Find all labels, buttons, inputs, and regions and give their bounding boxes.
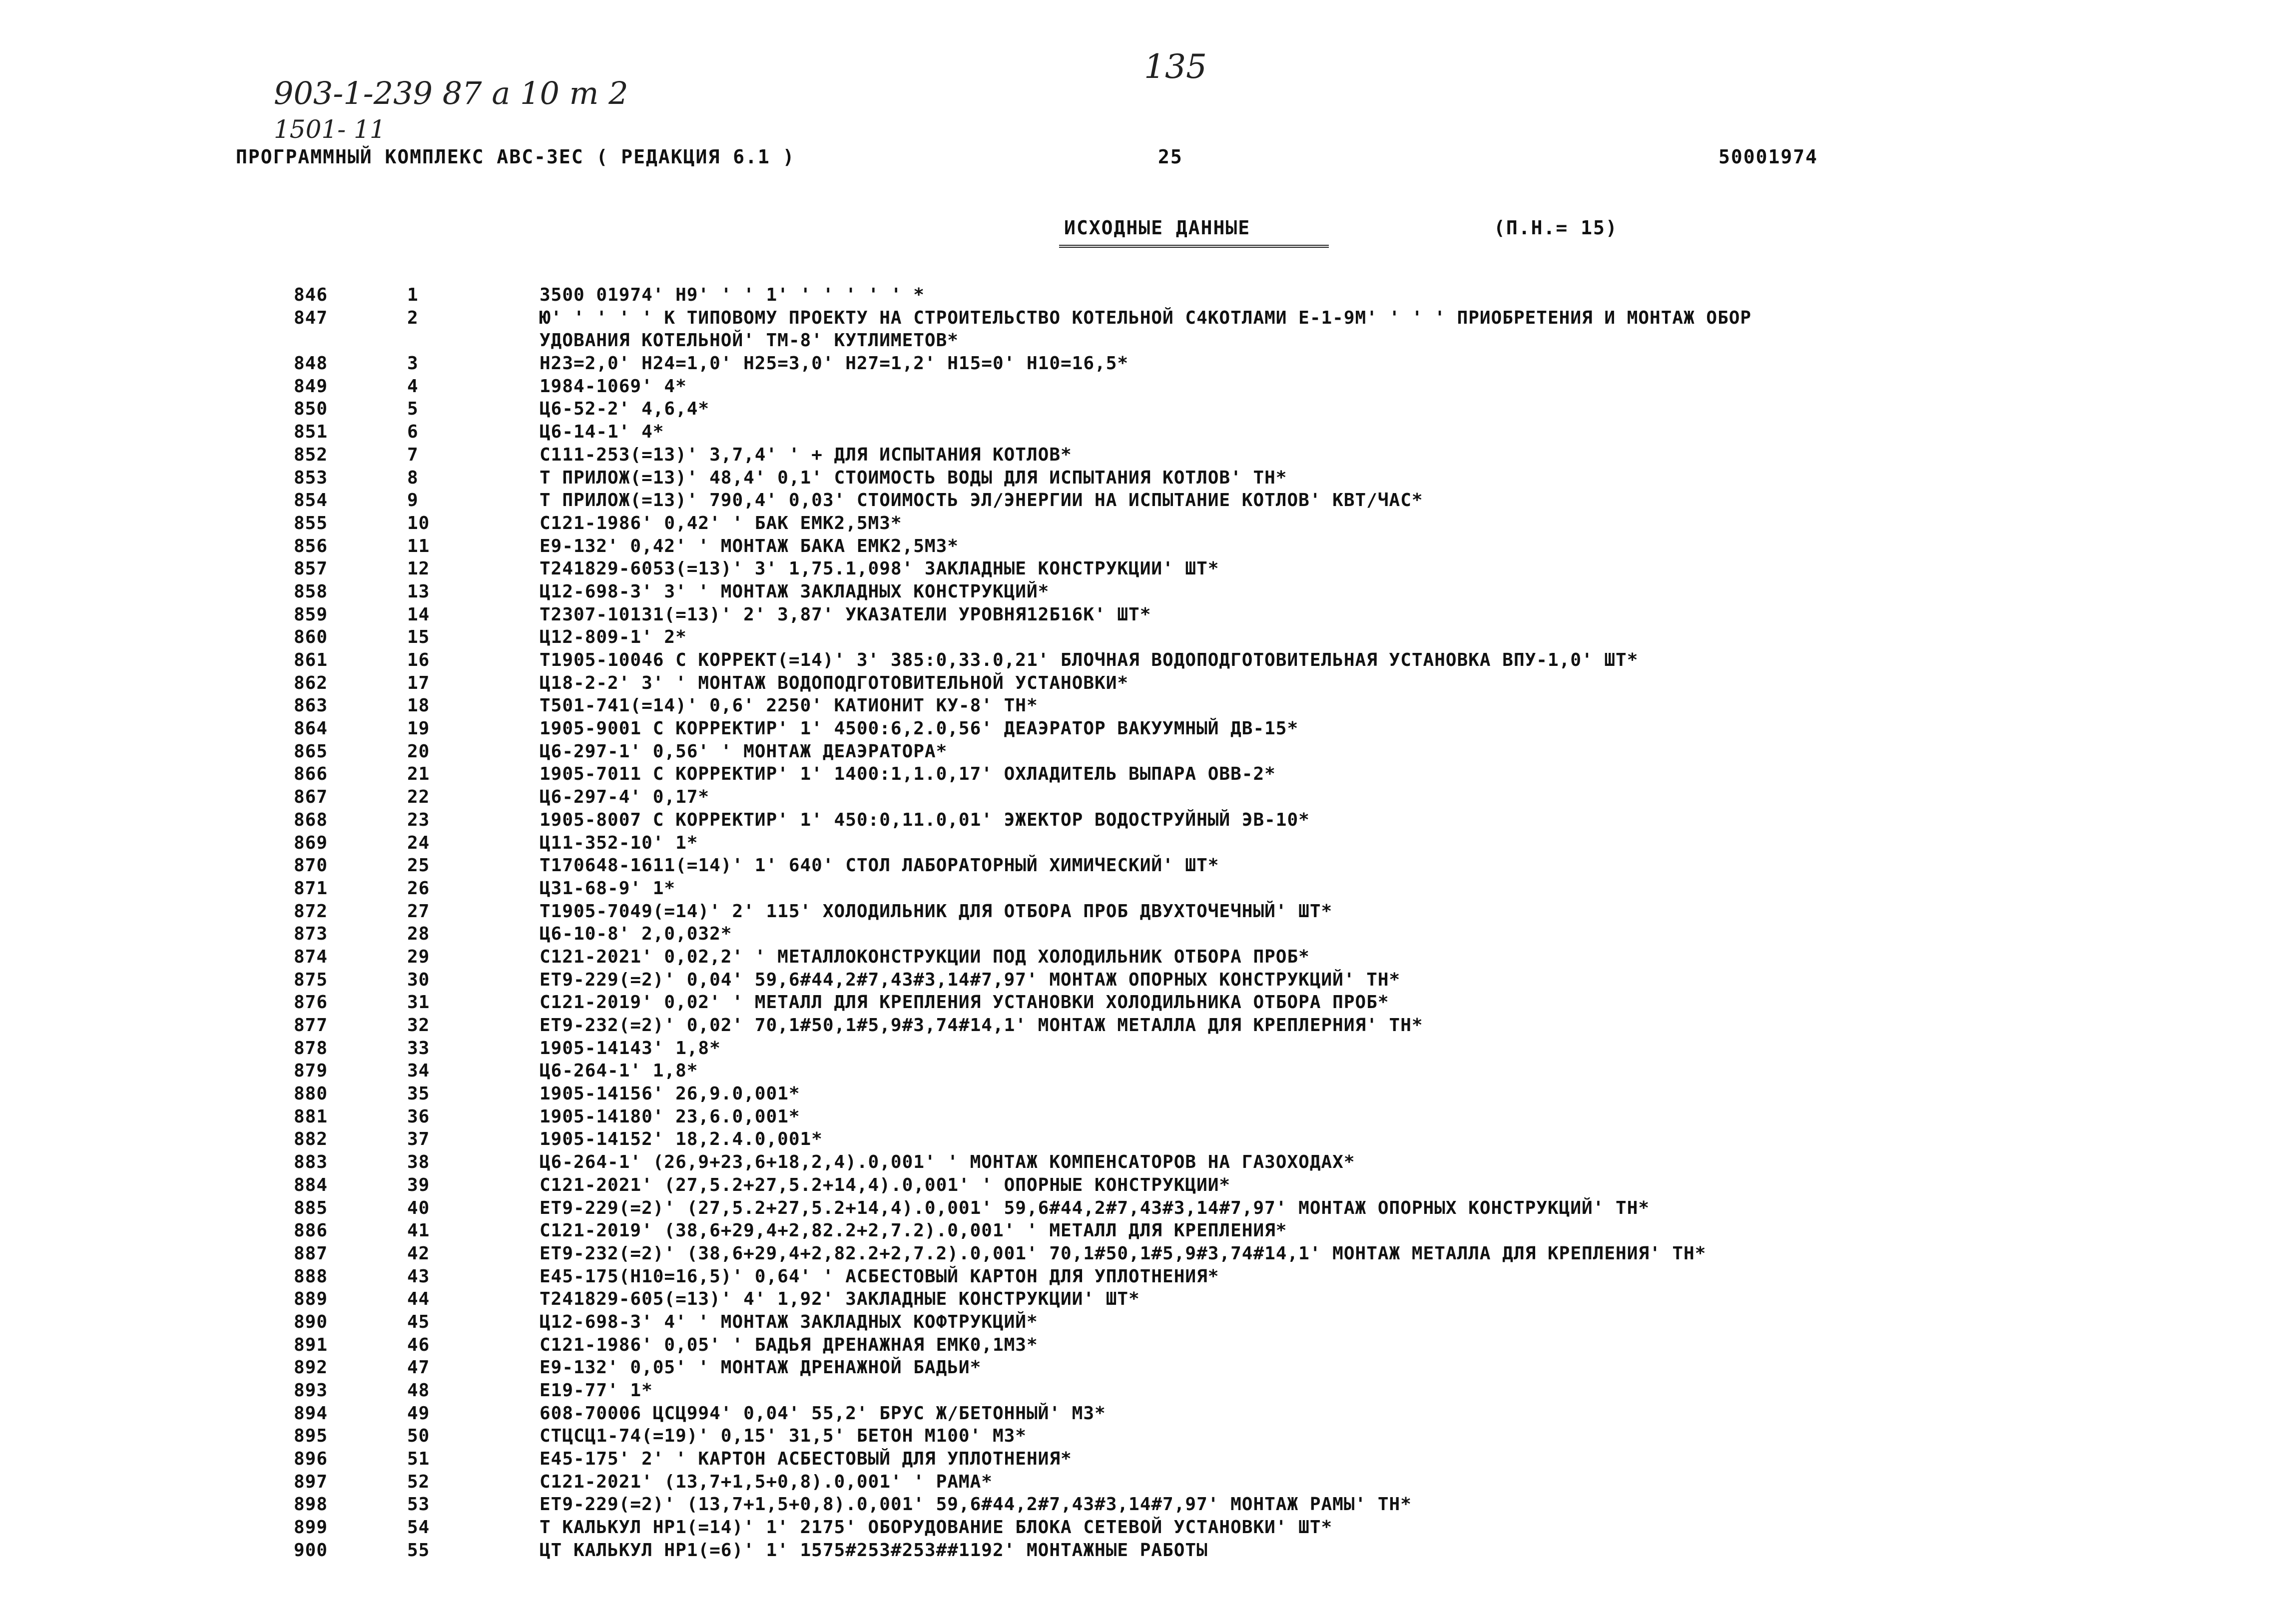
statement-number: 27 <box>407 901 430 922</box>
statement-text: ЕТ9-232(=2)' 0,02' 70,1#50,1#5,9#3,74#14,1' МОНТАЖ МЕТАЛЛА ДЛЯ КРЕПЛЕРНИЯ' ТН* <box>540 1015 1423 1036</box>
statement-text: Ц11-352-10' 1* <box>540 832 698 853</box>
statement-number: 9 <box>407 490 419 511</box>
statement-text: Т2307-10131(=13)' 2' 3,87' УКАЗАТЕЛИ УРОВНЯ12Б16К' ШТ* <box>540 604 1151 625</box>
statement-number: 11 <box>407 536 430 556</box>
statement-text: С121-2021' (13,7+1,5+0,8).0,001' ' РАМА* <box>540 1471 993 1492</box>
statement-number: 12 <box>407 558 430 579</box>
statement-text: Е9-132' 0,42' ' МОНТАЖ БАКА ЕМК2,5М3* <box>540 536 959 556</box>
statement-text: Т КАЛЬКУЛ НР1(=14)' 1' 2175' ОБОРУДОВАНИЕ БЛОКА СЕТЕВОЙ УСТАНОВКИ' ШТ* <box>540 1517 1333 1538</box>
statement-number: 18 <box>407 695 430 716</box>
line-number: 878 <box>294 1038 328 1059</box>
line-number: 894 <box>294 1403 328 1424</box>
line-number: 872 <box>294 901 328 922</box>
section-title: ИСХОДНЫЕ ДАННЫЕ <box>1064 217 1251 239</box>
statement-number: 36 <box>407 1106 430 1127</box>
line-number: 885 <box>294 1197 328 1218</box>
statement-number: 32 <box>407 1015 430 1036</box>
statement-text: Т1905-10046 С КОРРЕКТ(=14)' 3' 385:0,33.0,21' БЛОЧНАЯ ВОДОПОДГОТОВИТЕЛЬНАЯ УСТАНОВКА ВПУ-1,0' ШТ* <box>540 650 1639 670</box>
statement-text: Е9-132' 0,05' ' МОНТАЖ ДРЕНАЖНОЙ БАДЬИ* <box>540 1357 982 1378</box>
statement-text: Ц31-68-9' 1* <box>540 878 676 899</box>
statement-text: 1984-1069' 4* <box>540 376 687 397</box>
line-number: 887 <box>294 1243 328 1264</box>
line-number: 900 <box>294 1540 328 1561</box>
line-number: 859 <box>294 604 328 625</box>
line-number: 874 <box>294 946 328 967</box>
statement-number: 34 <box>407 1061 430 1082</box>
printout-page-number: 25 <box>1158 146 1183 168</box>
statement-number: 31 <box>407 992 430 1013</box>
statement-text: 1905-14180' 23,6.0,001* <box>540 1106 800 1127</box>
statement-text: 1905-14152' 18,2.4.0,001* <box>540 1129 823 1150</box>
section-pn: (П.Н.= 15) <box>1494 217 1618 239</box>
line-number: 851 <box>294 422 328 443</box>
statement-text: 3500 01974' Н9' ' ' 1' ' ' ' ' ' * <box>540 285 925 305</box>
statement-text: Ц6-297-4' 0,17* <box>540 787 710 808</box>
statement-text: Н23=2,0' Н24=1,0' Н25=3,0' Н27=1,2' Н15=0' Н10=16,5* <box>540 353 1129 374</box>
program-title: ПРОГРАММНЫЙ КОМПЛЕКС АВС-3ЕС ( РЕДАКЦИЯ 6.1 ) <box>236 146 795 168</box>
line-number: 896 <box>294 1449 328 1470</box>
statement-number: 47 <box>407 1357 430 1378</box>
statement-text: Ц6-10-8' 2,0,032* <box>540 924 732 945</box>
statement-text: Ц6-264-1' (26,9+23,6+18,2,4).0,001' ' МОНТАЖ КОМПЕНСАТОРОВ НА ГАЗОХОДАХ* <box>540 1152 1355 1173</box>
section-underline <box>1059 245 1329 248</box>
line-number: 875 <box>294 969 328 990</box>
statement-number: 24 <box>407 832 430 853</box>
line-number: 846 <box>294 285 328 305</box>
statement-text: Ц12-698-3' 4' ' МОНТАЖ ЗАКЛАДНЫХ КОФТРУКЦИЙ* <box>540 1311 1038 1332</box>
statement-text: Ц6-14-1' 4* <box>540 422 664 443</box>
statement-number: 43 <box>407 1266 430 1287</box>
statement-text: С121-2019' 0,02' ' МЕТАЛЛ ДЛЯ КРЕПЛЕНИЯ УСТАНОВКИ ХОЛОДИЛЬНИКА ОТБОРА ПРОБ* <box>540 992 1389 1013</box>
statement-text: Е45-175(Н10=16,5)' 0,64' ' АСБЕСТОВЫЙ КАРТОН ДЛЯ УПЛОТНЕНИЯ* <box>540 1266 1219 1287</box>
line-number: 876 <box>294 992 328 1013</box>
statement-number: 4 <box>407 376 419 397</box>
statement-text: ЦТ КАЛЬКУЛ НР1(=6)' 1' 1575#253#253##1192' МОНТАЖНЫЕ РАБОТЫ <box>540 1540 1208 1561</box>
statement-text: 1905-9001 С КОРРЕКТИР' 1' 4500:6,2.0,56' ДЕАЭРАТОР ВАКУУМНЫЙ ДВ-15* <box>540 718 1299 739</box>
line-number: 861 <box>294 650 328 670</box>
statement-text: Ц12-698-3' 3' ' МОНТАЖ ЗАКЛАДНЫХ КОНСТРУКЦИЙ* <box>540 581 1050 602</box>
statement-number: 51 <box>407 1449 430 1470</box>
statement-number: 30 <box>407 969 430 990</box>
statement-text: Т241829-6053(=13)' 3' 1,75.1,098' ЗАКЛАДНЫЕ КОНСТРУКЦИИ' ШТ* <box>540 558 1219 579</box>
statement-number: 37 <box>407 1129 430 1150</box>
statement-number: 54 <box>407 1517 430 1538</box>
document-number: 50001974 <box>1718 146 1818 168</box>
statement-text: С121-2021' (27,5.2+27,5.2+14,4).0,001' ' ОПОРНЫЕ КОНСТРУКЦИИ* <box>540 1174 1231 1195</box>
statement-text: Т170648-1611(=14)' 1' 640' СТОЛ ЛАБОРАТОРНЫЙ ХИМИЧЕСКИЙ' ШТ* <box>540 855 1219 876</box>
statement-number: 7 <box>407 444 419 465</box>
line-number: 895 <box>294 1426 328 1447</box>
line-number: 854 <box>294 490 328 511</box>
statement-text: ЕТ9-229(=2)' 0,04' 59,6#44,2#7,43#3,14#7,97' МОНТАЖ ОПОРНЫХ КОНСТРУКЦИЙ' ТН* <box>540 969 1401 990</box>
line-number: 862 <box>294 672 328 693</box>
line-number: 888 <box>294 1266 328 1287</box>
line-number: 893 <box>294 1380 328 1401</box>
line-number: 847 <box>294 307 328 328</box>
statement-text: С111-253(=13)' 3,7,4' ' + ДЛЯ ИСПЫТАНИЯ КОТЛОВ* <box>540 444 1072 465</box>
statement-number: 21 <box>407 764 430 785</box>
line-number: 889 <box>294 1289 328 1310</box>
statement-text: СТЦСЦ1-74(=19)' 0,15' 31,5' БЕТОН М100' М3* <box>540 1426 1027 1447</box>
statement-number: 13 <box>407 581 430 602</box>
statement-text: УДОВАНИЯ КОТЕЛЬНОЙ' ТМ-8' КУТЛИМЕТОВ* <box>540 330 959 351</box>
handwritten-page-number: 135 <box>1144 47 1207 86</box>
line-number: 848 <box>294 353 328 374</box>
line-number: 899 <box>294 1517 328 1538</box>
statement-number: 28 <box>407 924 430 945</box>
statement-number: 55 <box>407 1540 430 1561</box>
statement-text: Т501-741(=14)' 0,6' 2250' КАТИОНИТ КУ-8' ТН* <box>540 695 1038 716</box>
statement-number: 39 <box>407 1174 430 1195</box>
statement-number: 25 <box>407 855 430 876</box>
statement-number: 45 <box>407 1311 430 1332</box>
statement-text: С121-1986' 0,42' ' БАК ЕМК2,5М3* <box>540 513 902 534</box>
line-number: 866 <box>294 764 328 785</box>
statement-number: 15 <box>407 627 430 648</box>
line-number: 890 <box>294 1311 328 1332</box>
statement-text: Т ПРИЛОЖ(=13)' 48,4' 0,1' СТОИМОСТЬ ВОДЫ ДЛЯ ИСПЫТАНИЯ КОТЛОВ' ТН* <box>540 467 1287 488</box>
line-number: 865 <box>294 741 328 762</box>
statement-number: 6 <box>407 422 419 443</box>
statement-number: 10 <box>407 513 430 534</box>
statement-text: Ц18-2-2' 3' ' МОНТАЖ ВОДОПОДГОТОВИТЕЛЬНОЙ УСТАНОВКИ* <box>540 672 1129 693</box>
statement-number: 42 <box>407 1243 430 1264</box>
line-number: 873 <box>294 924 328 945</box>
statement-text: ЕТ9-229(=2)' (13,7+1,5+0,8).0,001' 59,6#44,2#7,43#3,14#7,97' МОНТАЖ РАМЫ' ТН* <box>540 1494 1412 1515</box>
statement-number: 5 <box>407 399 419 420</box>
line-number: 863 <box>294 695 328 716</box>
statement-text: 1905-14156' 26,9.0,001* <box>540 1083 800 1104</box>
line-number: 886 <box>294 1220 328 1241</box>
line-number: 898 <box>294 1494 328 1515</box>
line-number: 883 <box>294 1152 328 1173</box>
statement-number: 46 <box>407 1334 430 1355</box>
statement-text: С121-2019' (38,6+29,4+2,82.2+2,7.2).0,001' ' МЕТАЛЛ ДЛЯ КРЕПЛЕНИЯ* <box>540 1220 1287 1241</box>
line-number: 882 <box>294 1129 328 1150</box>
line-number: 855 <box>294 513 328 534</box>
statement-number: 19 <box>407 718 430 739</box>
statement-number: 29 <box>407 946 430 967</box>
statement-text: Ц12-809-1' 2* <box>540 627 687 648</box>
statement-text: ЕТ9-232(=2)' (38,6+29,4+2,82.2+2,7.2).0,001' 70,1#50,1#5,9#3,74#14,1' МОНТАЖ МЕТАЛЛА ДЛЯ КРЕПЛЕНИЯ' ТН* <box>540 1243 1706 1264</box>
line-number: 860 <box>294 627 328 648</box>
line-number: 857 <box>294 558 328 579</box>
line-number: 891 <box>294 1334 328 1355</box>
statement-number: 8 <box>407 467 419 488</box>
statement-text: Т241829-605(=13)' 4' 1,92' ЗАКЛАДНЫЕ КОНСТРУКЦИИ' ШТ* <box>540 1289 1140 1310</box>
line-number: 897 <box>294 1471 328 1492</box>
handwritten-project-code: 903-1-239 87 а 10 т 2 <box>274 75 628 111</box>
statement-text: 608-70006 ЦСЦ994' 0,04' 55,2' БРУС Ж/БЕТОННЫЙ' М3* <box>540 1403 1106 1424</box>
handwritten-sheet-number: 1501- 11 <box>274 115 386 144</box>
statement-number: 20 <box>407 741 430 762</box>
statement-number: 35 <box>407 1083 430 1104</box>
statement-number: 48 <box>407 1380 430 1401</box>
statement-text: ЕТ9-229(=2)' (27,5.2+27,5.2+14,4).0,001' 59,6#44,2#7,43#3,14#7,97' МОНТАЖ ОПОРНЫХ КОНСТРУКЦИЙ' ТН* <box>540 1197 1650 1218</box>
line-number: 868 <box>294 809 328 830</box>
line-number: 864 <box>294 718 328 739</box>
line-number: 867 <box>294 787 328 808</box>
statement-number: 44 <box>407 1289 430 1310</box>
line-number: 849 <box>294 376 328 397</box>
line-number: 879 <box>294 1061 328 1082</box>
line-number: 877 <box>294 1015 328 1036</box>
line-number: 870 <box>294 855 328 876</box>
statement-number: 17 <box>407 672 430 693</box>
statement-number: 53 <box>407 1494 430 1515</box>
statement-number: 23 <box>407 809 430 830</box>
statement-text: 1905-7011 С КОРРЕКТИР' 1' 1400:1,1.0,17' ОХЛАДИТЕЛЬ ВЫПАРА ОВВ-2* <box>540 764 1276 785</box>
statement-text: Т ПРИЛОЖ(=13)' 790,4' 0,03' СТОИМОСТЬ ЭЛ/ЭНЕРГИИ НА ИСПЫТАНИЕ КОТЛОВ' КВТ/ЧАС* <box>540 490 1423 511</box>
statement-text: Ц6-52-2' 4,6,4* <box>540 399 710 420</box>
statement-text: Ц6-264-1' 1,8* <box>540 1061 698 1082</box>
line-number: 869 <box>294 832 328 853</box>
statement-number: 2 <box>407 307 419 328</box>
statement-text: Е19-77' 1* <box>540 1380 653 1401</box>
statement-text: 1905-14143' 1,8* <box>540 1038 721 1059</box>
statement-number: 16 <box>407 650 430 670</box>
line-number: 856 <box>294 536 328 556</box>
statement-number: 1 <box>407 285 419 305</box>
statement-number: 40 <box>407 1197 430 1218</box>
line-number: 881 <box>294 1106 328 1127</box>
statement-text: С121-1986' 0,05' ' БАДЬЯ ДРЕНАЖНАЯ ЕМК0,1М3* <box>540 1334 1038 1355</box>
line-number: 884 <box>294 1174 328 1195</box>
statement-number: 49 <box>407 1403 430 1424</box>
line-number: 850 <box>294 399 328 420</box>
statement-number: 33 <box>407 1038 430 1059</box>
statement-number: 41 <box>407 1220 430 1241</box>
statement-number: 50 <box>407 1426 430 1447</box>
line-number: 858 <box>294 581 328 602</box>
statement-number: 3 <box>407 353 419 374</box>
statement-text: Т1905-7049(=14)' 2' 115' ХОЛОДИЛЬНИК ДЛЯ ОТБОРА ПРОБ ДВУХТОЧЕЧНЫЙ' ШТ* <box>540 901 1333 922</box>
line-number: 871 <box>294 878 328 899</box>
statement-text: Ю' ' ' ' ' К ТИПОВОМУ ПРОЕКТУ НА СТРОИТЕЛЬСТВО КОТЕЛЬНОЙ С4КОТЛАМИ Е-1-9М' ' ' ' ПРИОБРЕТЕНИЯ И МОНТАЖ ОБОР <box>540 307 1752 328</box>
statement-number: 52 <box>407 1471 430 1492</box>
statement-number: 22 <box>407 787 430 808</box>
statement-text: С121-2021' 0,02,2' ' МЕТАЛЛОКОНСТРУКЦИИ ПОД ХОЛОДИЛЬНИК ОТБОРА ПРОБ* <box>540 946 1310 967</box>
statement-number: 14 <box>407 604 430 625</box>
line-number: 852 <box>294 444 328 465</box>
statement-text: Ц6-297-1' 0,56' ' МОНТАЖ ДЕАЭРАТОРА* <box>540 741 948 762</box>
statement-text: Е45-175' 2' ' КАРТОН АСБЕСТОВЫЙ ДЛЯ УПЛОТНЕНИЯ* <box>540 1449 1072 1470</box>
statement-text: 1905-8007 С КОРРЕКТИР' 1' 450:0,11.0,01' ЭЖЕКТОР ВОДОСТРУЙНЫЙ ЭВ-10* <box>540 809 1310 830</box>
statement-number: 26 <box>407 878 430 899</box>
line-number: 853 <box>294 467 328 488</box>
line-number: 892 <box>294 1357 328 1378</box>
line-number: 880 <box>294 1083 328 1104</box>
statement-number: 38 <box>407 1152 430 1173</box>
